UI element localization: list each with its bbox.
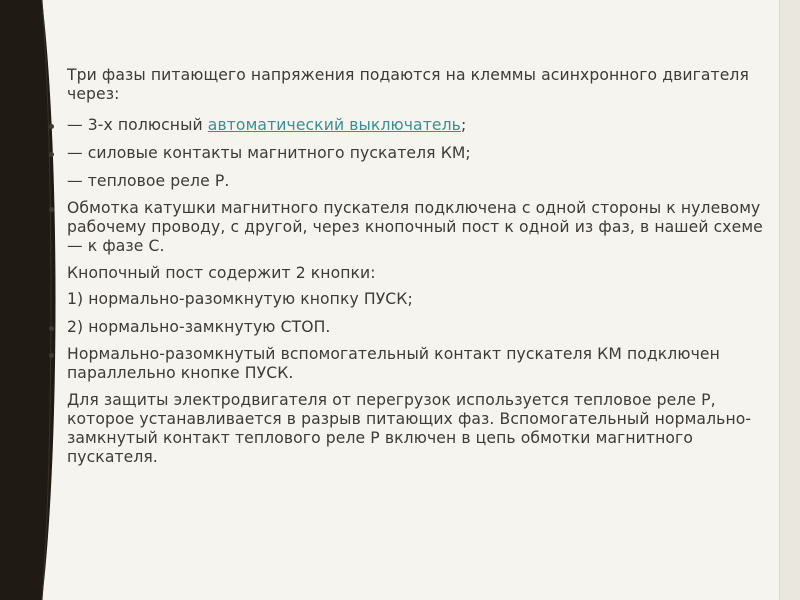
list-item-circuit-breaker	[44, 116, 764, 135]
paragraph-text: — силовые контакты магнитного пускателя КМ;	[67, 144, 471, 162]
paragraph-text-before: — 3-х полюсный	[67, 116, 208, 134]
paragraph-intro	[44, 66, 764, 104]
right-decorative-band	[779, 0, 800, 600]
slide-content	[44, 66, 764, 467]
list-item-start-button	[44, 290, 764, 309]
paragraph-text: — тепловое реле Р.	[67, 172, 230, 190]
list-item-stop-button	[44, 318, 764, 337]
paragraph-text: Три фазы питающего напряжения подаются на клеммы асинхронного двигателя через:	[67, 66, 749, 103]
paragraph-button-station	[44, 264, 764, 283]
list-item-power-contacts	[44, 144, 764, 163]
paragraph-text: Для защиты электродвигателя от перегрузок используется тепловое реле Р, которое устанавливается в разрыв питающих фаз. Вспомогательный нормально-замкнутый контакт теплового реле Р включен в цепь обмотки магнитного пускателя.	[67, 391, 752, 466]
paragraph-text: Нормально-разомкнутый вспомогательный контакт пускателя КМ подключен параллельно кнопке ПУСК.	[67, 345, 720, 382]
bullet-icon	[49, 152, 54, 157]
bullet-icon	[49, 326, 54, 331]
paragraph-text: Кнопочный пост содержит 2 кнопки:	[67, 264, 376, 282]
bullet-icon	[49, 124, 54, 129]
paragraph-text: 2) нормально-замкнутую СТОП.	[67, 318, 331, 336]
paragraph-overload-protection	[44, 391, 764, 467]
list-item-thermal-relay	[44, 172, 764, 191]
paragraph-text-after: ;	[460, 116, 467, 134]
paragraph-coil-winding	[44, 199, 764, 256]
paragraph-text: 1) нормально-разомкнутую кнопку ПУСК;	[67, 290, 413, 308]
paragraph-text: Обмотка катушки магнитного пускателя подключена с одной стороны к нулевому рабочему проводу, с другой, через кнопочный пост к одной из фаз, в нашей схеме — к фазе С.	[67, 199, 763, 255]
bullet-icon	[49, 207, 54, 212]
circuit-breaker-link[interactable]: автоматический выключатель	[207, 116, 461, 134]
paragraph-auxiliary-contact	[44, 345, 764, 383]
bullet-icon	[49, 353, 54, 358]
